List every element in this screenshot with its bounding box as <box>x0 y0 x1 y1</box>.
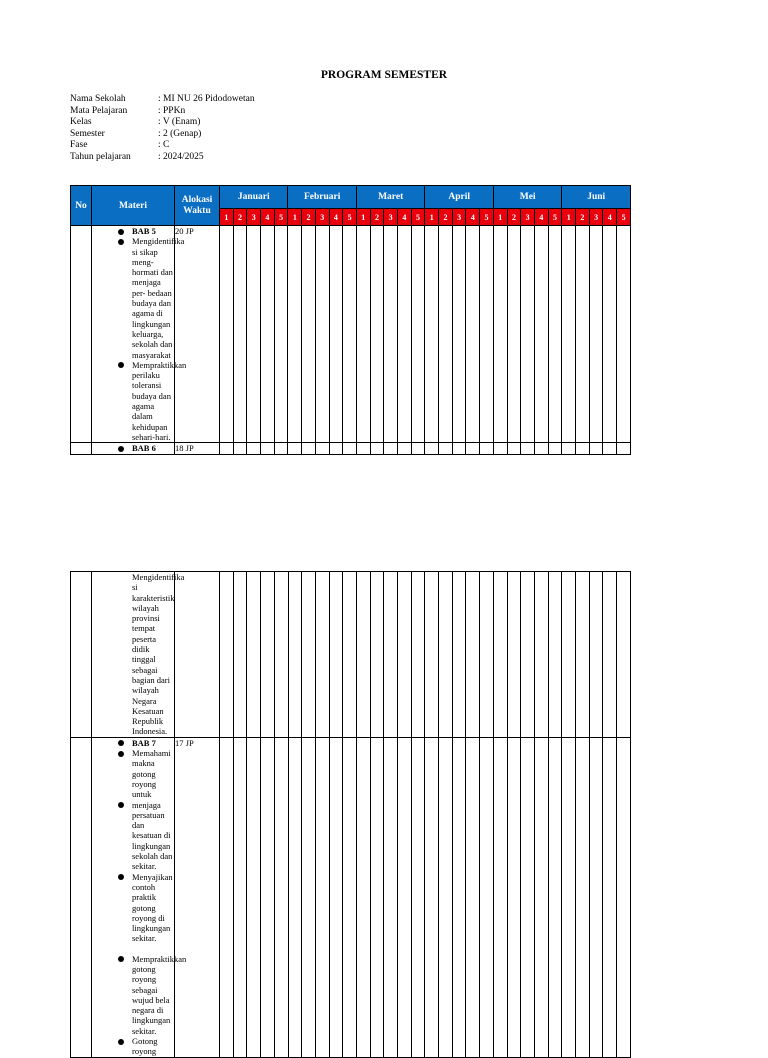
week-cell <box>220 226 234 443</box>
week-cell <box>603 572 617 738</box>
week-cell <box>617 737 631 1057</box>
week-cell <box>261 443 275 455</box>
week-cell <box>548 572 562 738</box>
week-cell <box>329 443 343 455</box>
week-cell <box>521 226 535 443</box>
materi-item: Menyajikan contoh praktik gotong royong di lingkungan sekitar. <box>92 872 174 944</box>
week-cell <box>274 737 288 1057</box>
week-cell <box>452 737 466 1057</box>
week-cell <box>480 226 494 443</box>
week-cell <box>548 226 562 443</box>
school-info <box>70 94 255 163</box>
page-title: PROGRAM SEMESTER <box>320 69 448 81</box>
week-cell <box>302 572 316 738</box>
week-cell <box>274 443 288 455</box>
materi-item: Gotong royong <box>92 1036 174 1057</box>
week-header: 5 <box>411 209 425 226</box>
week-cell <box>425 572 439 738</box>
info-value: : V (Enam) <box>158 117 201 127</box>
week-cell <box>507 226 521 443</box>
week-cell <box>384 226 398 443</box>
week-header: 5 <box>480 209 494 226</box>
week-cell <box>261 572 275 738</box>
week-cell <box>411 226 425 443</box>
week-cell <box>534 572 548 738</box>
week-cell <box>493 572 507 738</box>
week-header: 2 <box>302 209 316 226</box>
week-cell <box>329 737 343 1057</box>
week-header: 5 <box>343 209 357 226</box>
week-cell <box>288 443 302 455</box>
col-header-alokasi: Alokasi Waktu <box>175 186 220 226</box>
week-cell <box>288 572 302 738</box>
info-value: : 2 (Genap) <box>158 128 202 139</box>
week-cell <box>370 226 384 443</box>
week-cell <box>398 572 412 738</box>
week-header: 1 <box>562 209 576 226</box>
week-header: 2 <box>370 209 384 226</box>
week-cell <box>233 443 247 455</box>
week-cell <box>603 226 617 443</box>
week-header: 4 <box>261 209 275 226</box>
week-cell <box>220 737 234 1057</box>
week-cell <box>466 443 480 455</box>
month-header: Januari <box>220 186 288 209</box>
week-cell <box>548 443 562 455</box>
week-cell <box>617 443 631 455</box>
month-header: Februari <box>288 186 356 209</box>
cell-no <box>71 737 92 1057</box>
table-row <box>71 226 631 443</box>
week-cell <box>233 572 247 738</box>
week-cell <box>493 443 507 455</box>
week-cell <box>439 443 453 455</box>
info-label: Mata Pelajaran <box>70 105 128 116</box>
week-cell <box>343 443 357 455</box>
week-cell <box>589 737 603 1057</box>
week-cell <box>220 572 234 738</box>
week-cell <box>507 737 521 1057</box>
table-row <box>71 572 631 738</box>
semester-table-page2 <box>70 571 631 1058</box>
week-cell <box>302 737 316 1057</box>
week-cell <box>343 737 357 1057</box>
info-row <box>70 117 255 129</box>
week-cell <box>521 443 535 455</box>
week-cell <box>452 572 466 738</box>
materi-list <box>92 443 174 453</box>
week-cell <box>274 226 288 443</box>
week-cell <box>315 737 329 1057</box>
week-header: 1 <box>288 209 302 226</box>
week-cell <box>466 737 480 1057</box>
info-value: : 2024/2025 <box>158 151 204 162</box>
week-cell <box>288 737 302 1057</box>
week-cell <box>425 737 439 1057</box>
week-cell <box>315 572 329 738</box>
week-cell <box>370 737 384 1057</box>
week-cell <box>466 226 480 443</box>
week-cell <box>534 737 548 1057</box>
week-cell <box>261 226 275 443</box>
table-row <box>71 737 631 1057</box>
week-header: 4 <box>329 209 343 226</box>
week-cell <box>398 737 412 1057</box>
week-cell <box>439 737 453 1057</box>
week-header: 1 <box>220 209 234 226</box>
week-header: 2 <box>439 209 453 226</box>
cell-no <box>71 226 92 443</box>
week-cell <box>617 226 631 443</box>
week-cell <box>274 572 288 738</box>
week-cell <box>356 737 370 1057</box>
week-cell <box>507 443 521 455</box>
week-cell <box>247 737 261 1057</box>
info-label: Semester <box>70 128 105 139</box>
week-cell <box>562 443 576 455</box>
week-cell <box>589 443 603 455</box>
materi-item: BAB 5 <box>92 226 174 236</box>
week-cell <box>315 226 329 443</box>
info-value: : MI NU 26 Pidodowetan <box>158 94 255 104</box>
materi-item: BAB 6 <box>92 443 174 453</box>
week-cell <box>534 443 548 455</box>
week-header: 2 <box>576 209 590 226</box>
week-cell <box>562 226 576 443</box>
info-label: Tahun pelajaran <box>70 151 131 162</box>
week-cell <box>411 443 425 455</box>
week-header: 4 <box>534 209 548 226</box>
week-cell <box>575 572 589 738</box>
week-cell <box>329 572 343 738</box>
week-cell <box>247 226 261 443</box>
week-cell <box>233 226 247 443</box>
week-cell <box>356 226 370 443</box>
materi-text: Mengidentifika si karakteristik wilayah provinsi tempat peserta didik tinggal sebagai bagian dari wilayah Negara Kesatuan Republik Indonesia. <box>132 572 185 737</box>
month-header: Mei <box>493 186 561 209</box>
week-header: 5 <box>274 209 288 226</box>
cell-alokasi: 18 JP <box>175 443 220 455</box>
week-header: 3 <box>247 209 261 226</box>
week-cell <box>534 226 548 443</box>
table-row <box>71 443 631 455</box>
week-header: 4 <box>603 209 617 226</box>
week-cell <box>356 443 370 455</box>
semester-table-page1 <box>70 185 631 455</box>
week-header: 4 <box>397 209 411 226</box>
week-cell <box>397 226 411 443</box>
materi-item: menjaga persatuan dan kesatuan di lingkungan sekolah dan sekitar. <box>92 800 174 872</box>
week-cell <box>548 737 562 1057</box>
cell-alokasi <box>175 572 220 738</box>
info-label: Kelas <box>70 117 92 127</box>
week-cell <box>452 226 466 443</box>
week-cell <box>384 737 398 1057</box>
week-cell <box>220 443 234 455</box>
month-header: Juni <box>562 186 631 209</box>
week-cell <box>576 443 590 455</box>
week-cell <box>576 226 590 443</box>
week-cell <box>411 737 425 1057</box>
week-cell <box>562 737 576 1057</box>
materi-item: Mempraktikkan perilaku toleransi budaya dan agama dalam kehidupan sehari-hari. <box>92 360 174 442</box>
week-cell <box>384 443 398 455</box>
week-header: 4 <box>466 209 480 226</box>
week-cell <box>411 572 425 738</box>
week-cell <box>370 443 384 455</box>
week-cell <box>343 226 357 443</box>
week-header: 3 <box>315 209 329 226</box>
week-cell <box>575 737 589 1057</box>
info-label: Nama Sekolah <box>70 94 126 104</box>
col-header-no: No <box>71 186 92 226</box>
week-header: 1 <box>493 209 507 226</box>
week-cell <box>603 737 617 1057</box>
cell-alokasi: 17 JP <box>175 737 220 1057</box>
week-header: 1 <box>356 209 370 226</box>
week-cell <box>343 572 357 738</box>
info-row <box>70 129 255 141</box>
week-cell <box>439 226 453 443</box>
week-cell <box>589 572 603 738</box>
week-cell <box>315 443 329 455</box>
week-cell <box>452 443 466 455</box>
week-cell <box>439 572 453 738</box>
month-header: April <box>425 186 494 209</box>
week-cell <box>302 226 316 443</box>
week-cell <box>562 572 576 738</box>
week-cell <box>261 737 275 1057</box>
materi-item: Mempraktikkan gotong royong sebagai wujud bela negara di lingkungan sekitar. <box>92 954 174 1036</box>
week-header: 3 <box>384 209 398 226</box>
week-cell <box>288 226 302 443</box>
week-cell <box>521 737 535 1057</box>
week-cell <box>233 737 247 1057</box>
month-header: Maret <box>356 186 425 209</box>
col-header-materi: Materi <box>92 186 175 226</box>
week-cell <box>493 226 507 443</box>
cell-materi <box>92 443 175 455</box>
materi-item: Memahami makna gotong royong untuk <box>92 748 174 799</box>
info-row <box>70 152 255 164</box>
week-cell <box>603 443 617 455</box>
week-cell <box>247 572 261 738</box>
week-header: 3 <box>589 209 603 226</box>
week-cell <box>589 226 603 443</box>
info-value: : PPKn <box>158 105 186 116</box>
info-row <box>70 106 255 118</box>
info-row <box>70 94 255 106</box>
week-cell <box>480 737 494 1057</box>
week-header: 2 <box>507 209 521 226</box>
week-header: 3 <box>521 209 535 226</box>
week-cell <box>466 572 480 738</box>
week-header: 2 <box>233 209 247 226</box>
cell-no <box>71 443 92 455</box>
week-cell <box>397 443 411 455</box>
week-cell <box>521 572 535 738</box>
cell-no <box>71 572 92 738</box>
week-cell <box>480 572 494 738</box>
week-cell <box>329 226 343 443</box>
info-label: Fase <box>70 140 88 150</box>
week-cell <box>384 572 398 738</box>
cell-materi <box>92 572 185 738</box>
week-cell <box>507 572 521 738</box>
info-row <box>70 140 255 152</box>
week-cell <box>480 443 494 455</box>
week-cell <box>425 443 439 455</box>
week-cell <box>370 572 384 738</box>
materi-item: Mengidentifika si sikap meng- hormati dan menjaga per- bedaan budaya dan agama di lingkungan keluarga, sekolah dan masyarakat <box>92 236 174 360</box>
week-header: 3 <box>452 209 466 226</box>
week-cell <box>356 572 370 738</box>
week-header: 5 <box>548 209 562 226</box>
cell-alokasi: 20 JP <box>175 226 220 443</box>
week-cell <box>247 443 261 455</box>
week-cell <box>493 737 507 1057</box>
info-value: : C <box>158 140 170 150</box>
week-cell <box>617 572 631 738</box>
week-header: 1 <box>425 209 439 226</box>
week-header: 5 <box>617 209 631 226</box>
materi-item: BAB 7 <box>92 738 174 748</box>
week-cell <box>425 226 439 443</box>
week-cell <box>302 443 316 455</box>
